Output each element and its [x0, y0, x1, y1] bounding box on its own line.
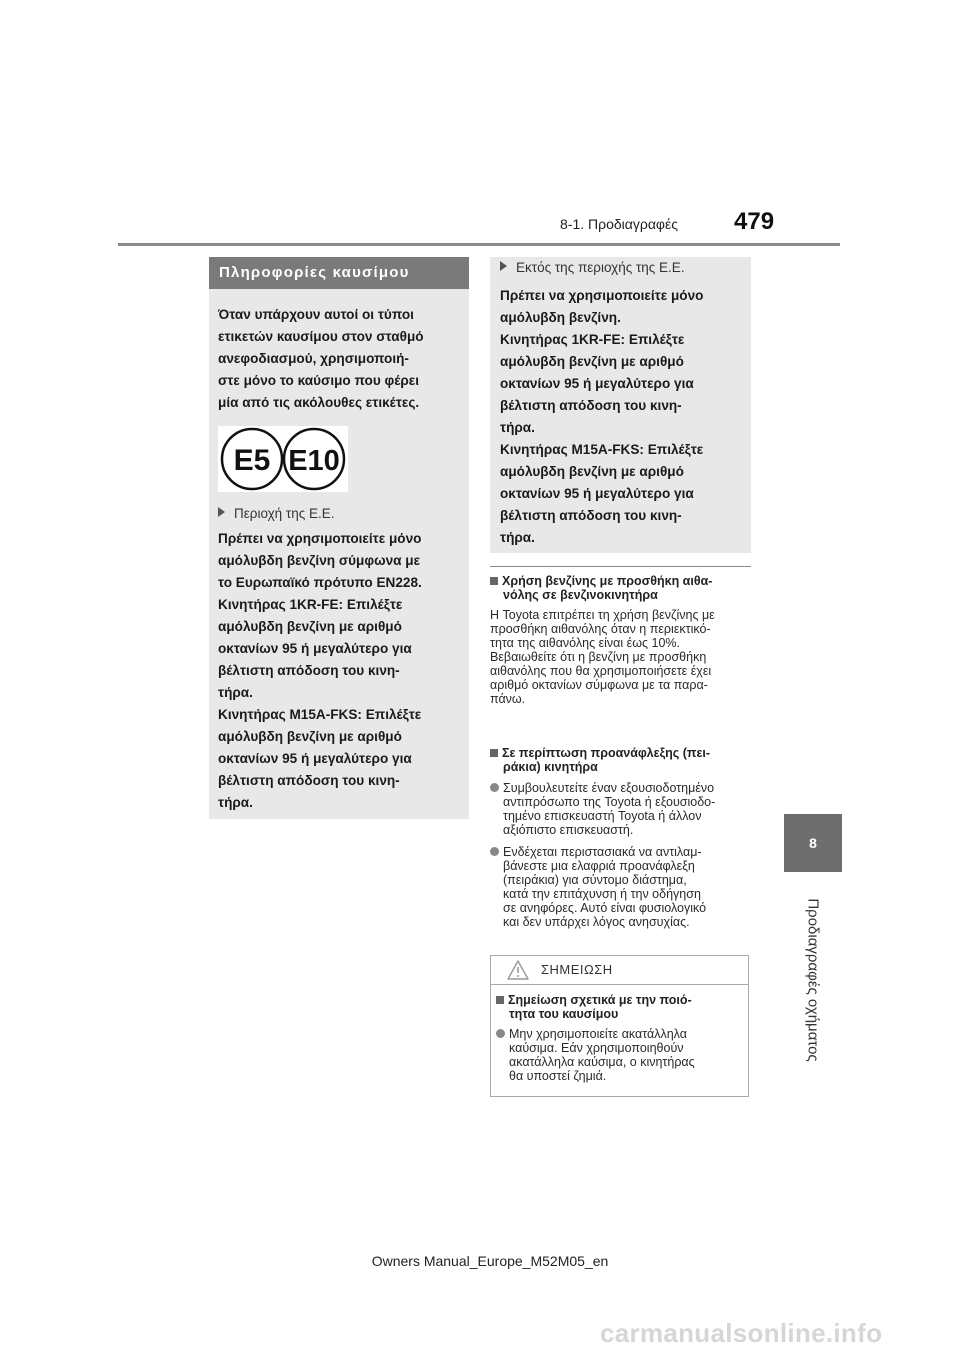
- chapter-title-text: Προδιαγραφές οχήματος: [804, 898, 822, 1062]
- region-eu-heading: [218, 506, 458, 521]
- text-line: μία από τις ακόλουθες ετικέτες.: [218, 395, 420, 410]
- circle-bullet-icon: [490, 847, 499, 856]
- text-line: τητα του καυσίμου: [509, 1007, 619, 1021]
- text-line: καύσιμα. Εάν χρησιμοποιηθούν: [509, 1041, 684, 1055]
- region-non-eu-heading: [500, 260, 740, 275]
- text-line: Συμβουλευτείτε έναν εξουσιοδοτημένο: [490, 781, 752, 795]
- text-line: Βεβαιωθείτε ότι η βενζίνη με προσθήκη: [490, 650, 707, 664]
- notice-heading: [496, 993, 746, 1021]
- text-line: θα υποστεί ζημιά.: [509, 1069, 607, 1083]
- section-title: 8-1. Προδιαγραφές: [560, 216, 678, 232]
- e5-label: E5: [233, 444, 271, 477]
- circle-bullet-icon: [496, 1029, 505, 1038]
- text-line: βέλτιστη απόδοση του κινη-: [500, 508, 682, 523]
- text-line: πάνω.: [490, 692, 526, 706]
- text-line: Μην χρησιμοποιείτε ακατάλληλα: [496, 1027, 746, 1041]
- section-divider: [490, 566, 751, 567]
- square-bullet-icon: [496, 996, 504, 1004]
- ethanol-heading: [490, 574, 752, 602]
- text-line: Χρήση βενζίνης με προσθήκη αιθα-: [490, 574, 752, 588]
- text-line: αξιόπιστο επισκευαστή.: [503, 823, 634, 837]
- text-line: τήρα.: [218, 685, 253, 700]
- text-line: τημένο επισκευαστή Toyota ή άλλον: [503, 809, 702, 823]
- region-non-eu-label: Εκτός της περιοχής της Ε.Ε.: [516, 260, 685, 275]
- text-line: (πειράκια) για σύντομο διάστημα,: [503, 873, 687, 887]
- knocking-bullet-1: [490, 781, 752, 837]
- text-line: αιθανόλης που θα χρησιμοποιήσετε έχει: [490, 664, 712, 678]
- text-line: Κινητήρας M15A-FKS: Επιλέξτε: [500, 442, 704, 457]
- text-line: αμόλυβδη βενζίνη σύμφωνα με: [218, 553, 421, 568]
- text-line: τήρα.: [218, 795, 253, 810]
- text-line: τητα της αιθανόλης είναι έως 10%.: [490, 636, 680, 650]
- page-number: 479: [734, 208, 775, 235]
- warning-triangle-icon: [507, 960, 529, 980]
- fuel-info-intro: [218, 304, 468, 414]
- text-line: οκτανίων 95 ή μεγαλύτερο για: [500, 486, 694, 501]
- text-line: και δεν υπάρχει λόγος ανησυχίας.: [503, 915, 690, 929]
- chapter-number-tab[interactable]: 8: [784, 814, 842, 872]
- text-line: οκτανίων 95 ή μεγαλύτερο για: [218, 751, 412, 766]
- text-line: Όταν υπάρχουν αυτοί οι τύποι: [218, 307, 414, 322]
- header-divider: [118, 243, 840, 246]
- text-line: σε ανηφόρες. Αυτό είναι φυσιολογικό: [503, 901, 707, 915]
- text-line: Πρέπει να χρησιμοποιείτε μόνο: [218, 531, 422, 546]
- region-non-eu-text: [500, 285, 750, 549]
- text-line: νόλης σε βενζινοκινητήρα: [503, 588, 658, 602]
- text-line: αμόλυβδη βενζίνη.: [500, 310, 621, 325]
- notice-header: [491, 956, 748, 985]
- text-line: Πρέπει να χρησιμοποιείτε μόνο: [500, 288, 704, 303]
- triangle-bullet-icon: [218, 507, 225, 517]
- triangle-bullet-icon: [500, 261, 507, 271]
- text-line: Κινητήρας 1KR-FE: Επιλέξτε: [218, 597, 403, 612]
- text-line: Ενδέχεται περιστασιακά να αντιλαμ-: [490, 845, 752, 859]
- text-line: Η Toyota επιτρέπει τη χρήση βενζίνης με: [490, 608, 715, 622]
- text-line: στε μόνο το καύσιμο που φέρει: [218, 373, 420, 388]
- region-eu-label: Περιοχή της Ε.Ε.: [234, 506, 335, 521]
- text-line: Κινητήρας 1KR-FE: Επιλέξτε: [500, 332, 685, 347]
- text-line: αμόλυβδη βενζίνη με αριθμό: [218, 729, 402, 744]
- chapter-title-vertical: [784, 880, 842, 1080]
- text-line: αντιπρόσωπο της Toyota ή εξουσιοδο-: [503, 795, 716, 809]
- text-line: ετικετών καυσίμου στον σταθμό: [218, 329, 424, 344]
- text-line: βάνεστε μια ελαφριά προανάφλεξη: [503, 859, 695, 873]
- text-line: Σημείωση σχετικά με την ποιό-: [496, 993, 746, 1007]
- notice-body: [496, 1027, 746, 1083]
- fuel-labels-graphic: [218, 426, 348, 492]
- text-line: αριθμό οκτανίων σύμφωνα με τα παρα-: [490, 678, 708, 692]
- square-bullet-icon: [490, 577, 498, 585]
- manual-id: Owners Manual_Europe_M52M05_en: [371, 1253, 609, 1269]
- text-line: ανεφοδιασμού, χρησιμοποιή-: [218, 351, 409, 366]
- ethanol-body: [490, 608, 752, 706]
- text-line: προσθήκη αιθανόλης όταν η περιεκτικό-: [490, 622, 711, 636]
- text-line: ακατάλληλα καύσιμα, ο κινητήρας: [509, 1055, 695, 1069]
- text-line: αμόλυβδη βενζίνη με αριθμό: [500, 464, 684, 479]
- text-line: τήρα.: [500, 420, 535, 435]
- text-line: Κινητήρας M15A-FKS: Επιλέξτε: [218, 707, 422, 722]
- text-line: Σε περίπτωση προανάφλεξης (πει-: [490, 746, 752, 760]
- footer: [0, 1253, 960, 1269]
- text-line: αμόλυβδη βενζίνη με αριθμό: [500, 354, 684, 369]
- square-bullet-icon: [490, 749, 498, 757]
- knocking-bullet-2: [490, 845, 752, 929]
- e10-label: E10: [288, 445, 340, 477]
- text-line: βέλτιστη απόδοση του κινη-: [500, 398, 682, 413]
- text-line: το Ευρωπαϊκό πρότυπο EN228.: [218, 575, 422, 590]
- text-line: οκτανίων 95 ή μεγαλύτερο για: [218, 641, 412, 656]
- watermark[interactable]: carmanualsonline.info: [600, 1318, 883, 1348]
- text-line: ράκια) κινητήρα: [503, 760, 598, 774]
- text-line: αμόλυβδη βενζίνη με αριθμό: [218, 619, 402, 634]
- text-line: βέλτιστη απόδοση του κινη-: [218, 663, 400, 678]
- text-line: οκτανίων 95 ή μεγαλύτερο για: [500, 376, 694, 391]
- text-line: κατά την επιτάχυνση ή την οδήγηση: [503, 887, 701, 901]
- text-line: βέλτιστη απόδοση του κινη-: [218, 773, 400, 788]
- fuel-info-title: Πληροφορίες καυσίμου: [209, 257, 469, 289]
- text-line: τήρα.: [500, 530, 535, 545]
- notice-label: ΣΗΜΕΙΩΣΗ: [541, 962, 613, 977]
- region-eu-text: [218, 528, 468, 814]
- circle-bullet-icon: [490, 783, 499, 792]
- knocking-heading: [490, 746, 752, 774]
